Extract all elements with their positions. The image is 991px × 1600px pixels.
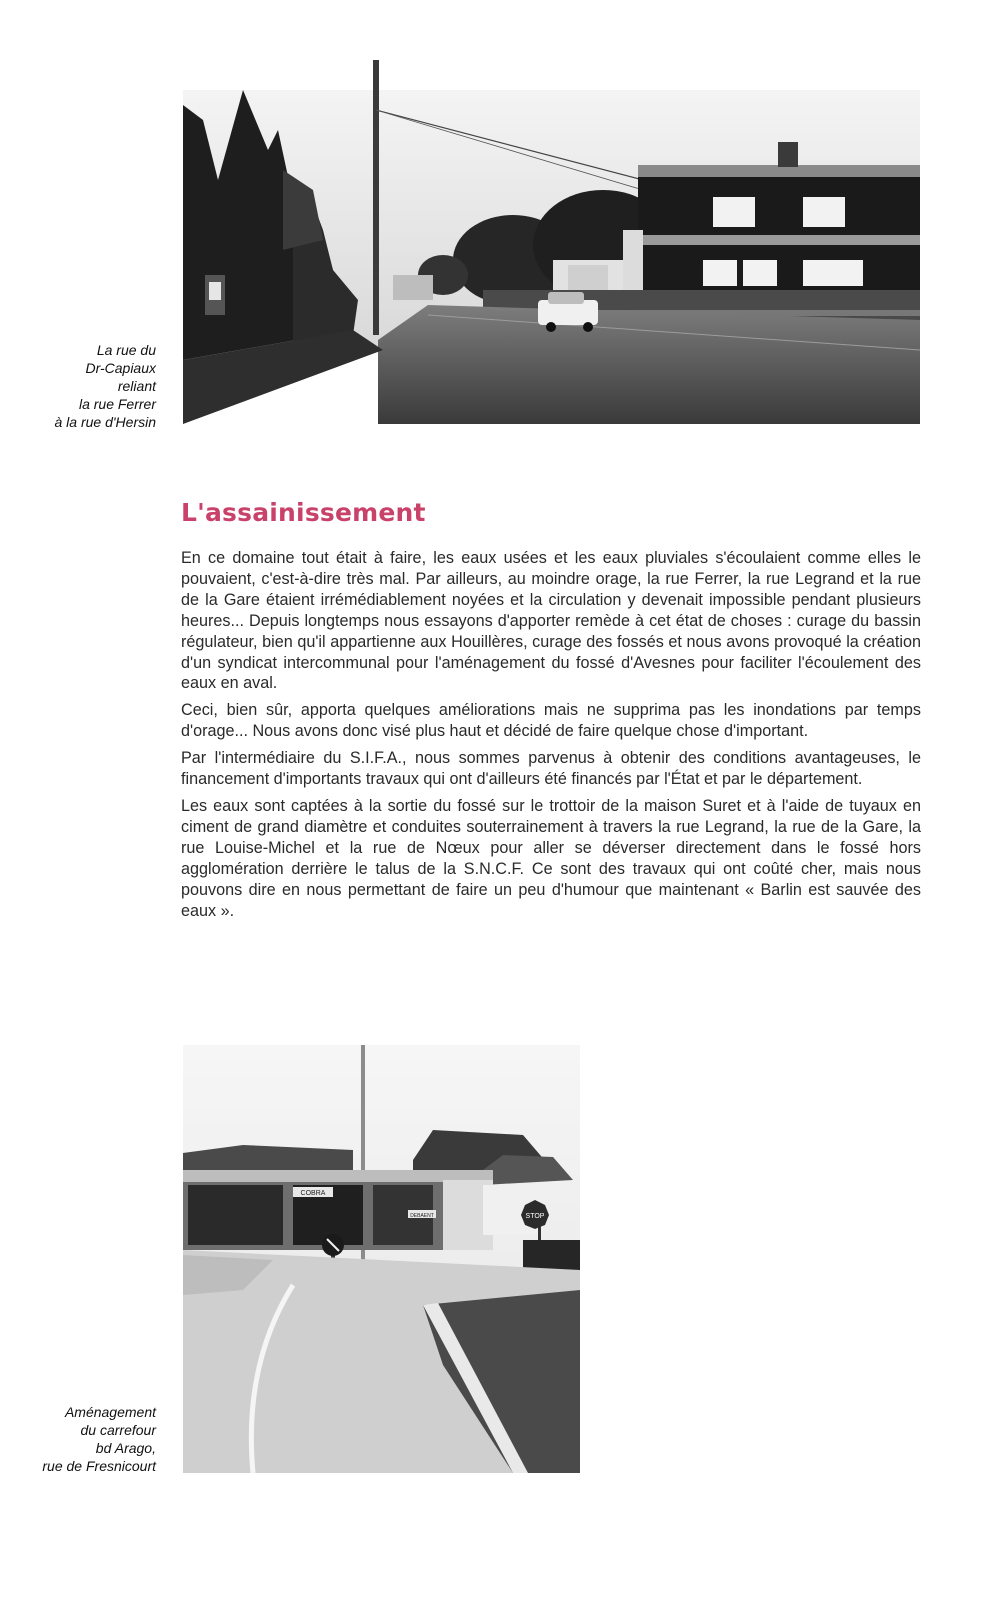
caption-line: bd Arago, — [95, 1440, 156, 1456]
shop-sign-text: COBRA — [300, 1190, 326, 1197]
article-paragraph: Par l'intermédiaire du S.I.F.A., nous sommes parvenus à obtenir des conditions avantageuses, le financement d'importants travaux qui ont d'ailleurs été financés par l'État et par le département. — [181, 749, 921, 789]
caption-line: du carrefour — [80, 1422, 156, 1438]
caption-line: Dr-Capiaux — [85, 360, 156, 376]
photo-caption-top — [10, 341, 156, 431]
shop-sign-text-2: DEBAENT — [410, 1213, 434, 1219]
caption-line: à la rue d'Hersin — [54, 414, 156, 430]
caption-line: La rue du — [96, 342, 156, 358]
caption-line: Aménagement — [64, 1404, 156, 1420]
photo-caption-bottom — [10, 1403, 156, 1475]
article-paragraph: En ce domaine tout était à faire, les eaux usées et les eaux pluviales s'écoulaient comme elles le pouvaient, c'est-à-dire très mal. Par ailleurs, au moindre orage, la rue Ferrer, la rue Legrand et la rue de la Gare étaient irrémédiablement noyées et la circulation y devenait impossible pendant plusieurs heures... Depuis longtemps nous essayons d'apporter remède à cet état de choses : curage du bassin régulateur, bien qu'il appartienne aux Houillères, curage des fossés et nous avons provoqué la création d'un syndicat intercommunal pour l'aménagement du fossé d'Avesnes pour faciliter l'écoulement des eaux en aval. — [181, 549, 921, 693]
article-paragraph: Les eaux sont captées à la sortie du fossé sur le trottoir de la maison Suret et à l'aide de tuyaux en ciment de grand diamètre et conduites souterrainement à travers la rue Legrand, la rue de la Gare, la rue Louise-Michel et la rue de Nœux pour aller se déverser directement dans le fossé hors agglomération derrière le talus de la S.N.C.F. Ce sont des travaux qui ont coûté cher, mais nous pouvons dire en nous permettant de faire un peu d'humour que maintenant « Barlin est sauvée des eaux ». — [181, 796, 921, 920]
article-body — [181, 548, 921, 927]
street-photo-drawing — [183, 60, 920, 424]
section-title: L'assainissement — [181, 498, 426, 527]
street-photo-rue-dr-capiaux — [183, 60, 920, 424]
crossroads-photo-drawing — [183, 1045, 580, 1473]
caption-line: rue de Fresnicourt — [42, 1458, 156, 1474]
crossroads-photo-bd-arago — [183, 1045, 580, 1473]
article-paragraph: Ceci, bien sûr, apporta quelques améliorations mais ne supprima pas les inondations par temps d'orage... Nous avons donc visé plus haut et décidé de faire quelque chose d'important. — [181, 701, 921, 741]
caption-line: reliant — [117, 378, 156, 394]
stop-sign-text: STOP — [525, 1213, 545, 1220]
caption-line: la rue Ferrer — [78, 396, 156, 412]
